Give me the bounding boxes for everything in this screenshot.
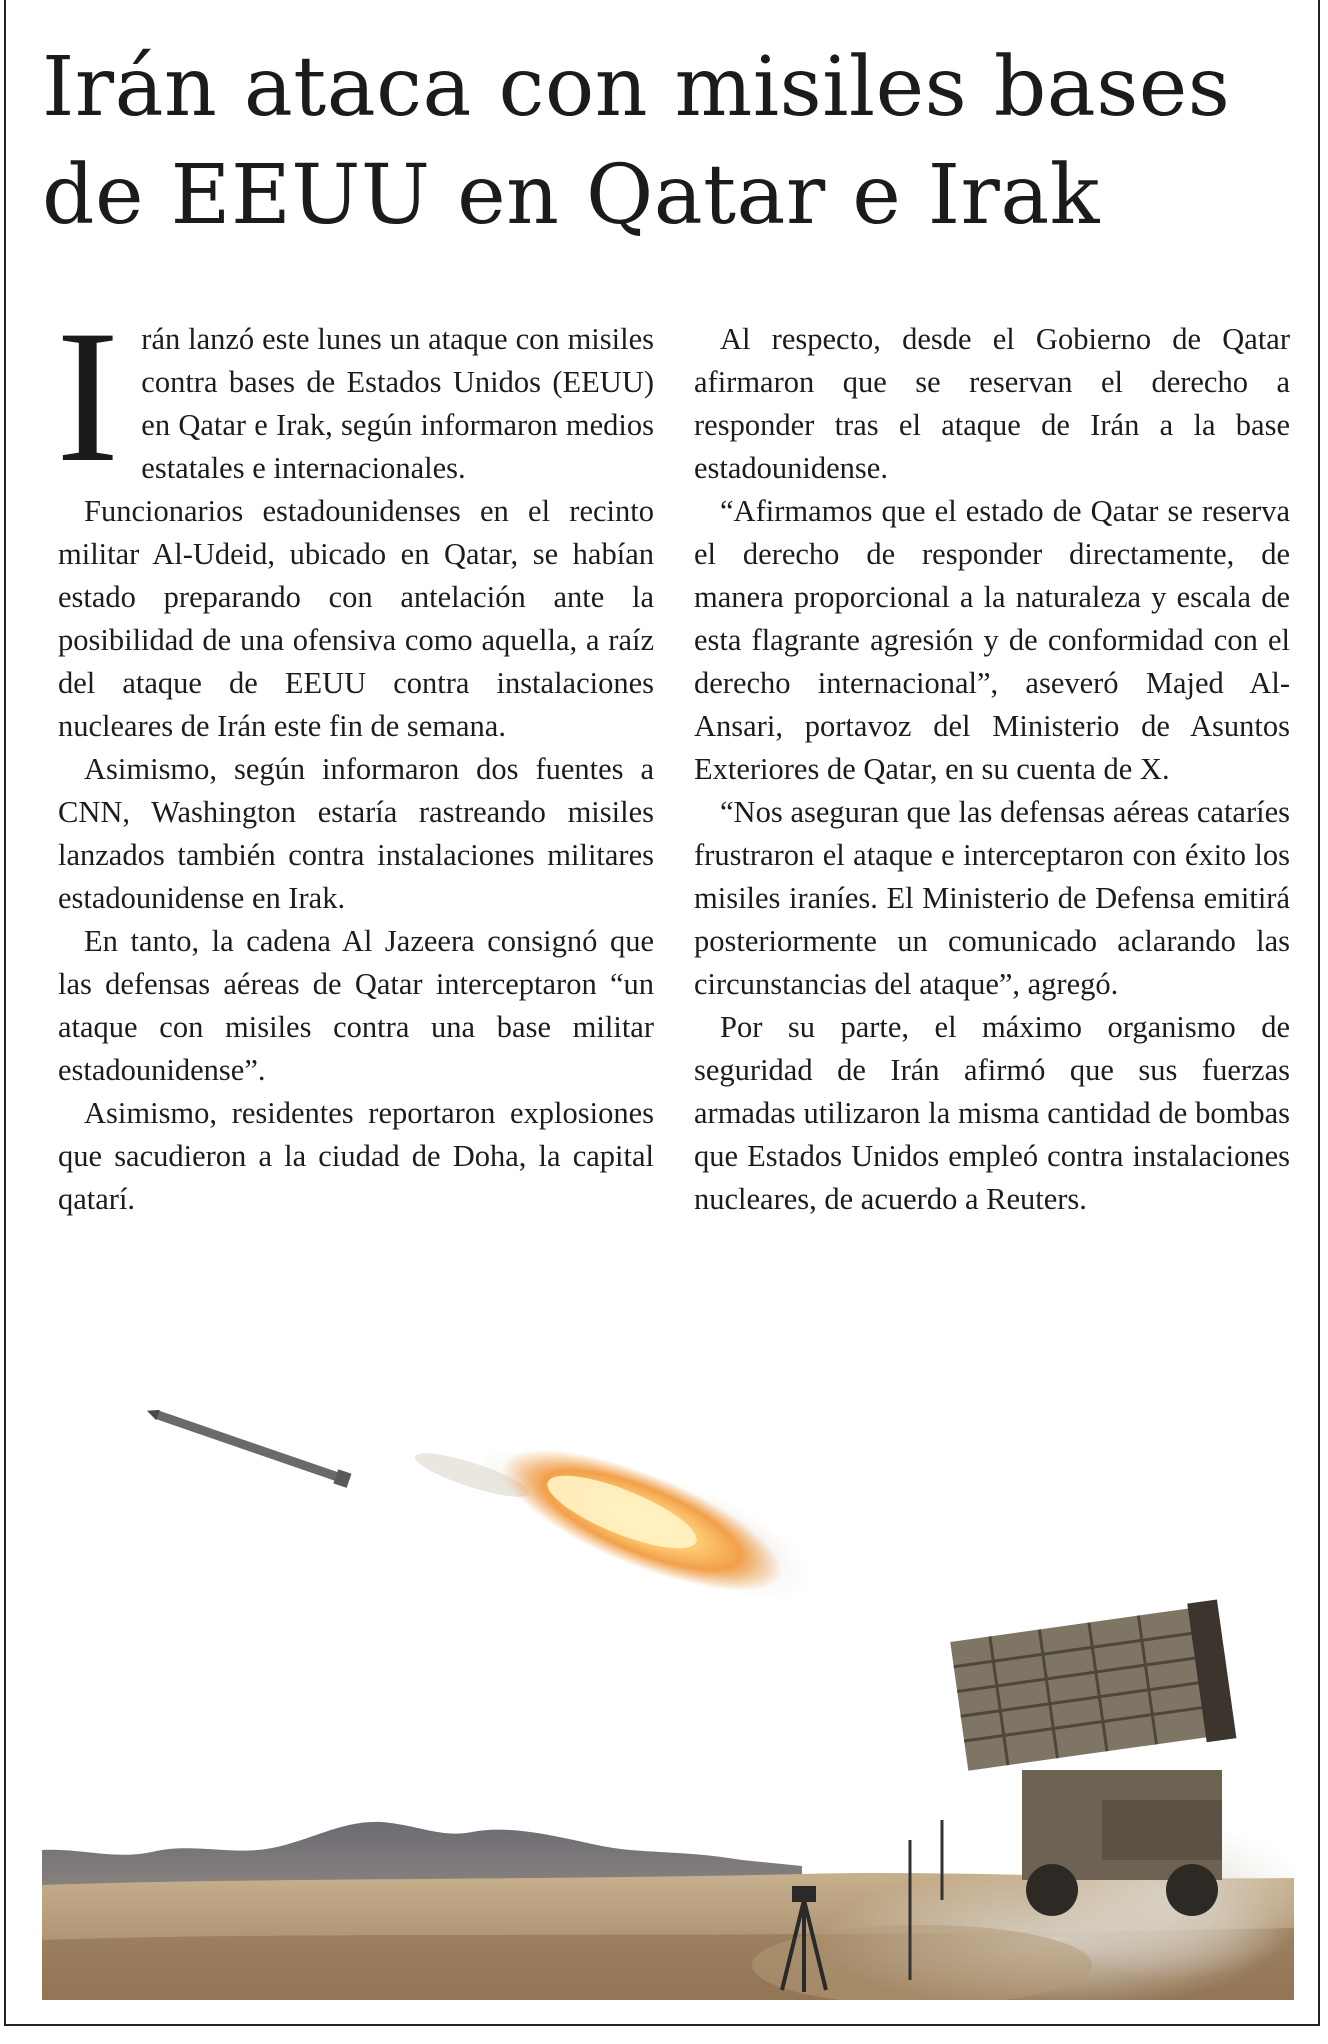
paragraph-9: Por su parte, el máximo organismo de seguridad de Irán afirmó que sus fuerzas armadas utilizaron la misma cantidad de bombas que Estados Unidos empleó contra instalaciones nucleares, de acuerdo a Reuters.	[694, 1010, 1290, 1216]
paragraph-2: Funcionarios estadounidenses en el recinto militar Al-Udeid, ubicado en Qatar, se habían estado preparando con antelación ante la posibilidad de una ofensiva como aquella, a raíz del ataque de EEUU contra instalaciones nucleares de Irán este fin de semana.	[58, 494, 654, 743]
rocket-launch-photo	[42, 1380, 1294, 2000]
headline: Irán ataca con misiles bases de EEUU en Qatar e Irak	[42, 40, 1231, 243]
paragraph-4: En tanto, la cadena Al Jazeera consignó que las defensas aéreas de Qatar interceptaron “un ataque con misiles contra una base militar estadounidense”.	[58, 924, 654, 1087]
left-column	[56, 292, 654, 1221]
paragraph-8: “Nos aseguran que las defensas aéreas cataríes frustraron el ataque e interceptaron con éxito los misiles iraníes. El Ministerio de Defensa emitirá posteriormente un comunicado aclarando las circunstancias del ataque”, agregó.	[694, 795, 1290, 1001]
paragraph-6: Al respecto, desde el Gobierno de Qatar afirmaron que se reservan el derecho a responder tras el ataque de Irán a la base estadounidense.	[694, 322, 1290, 485]
paragraph-1	[56, 292, 654, 502]
paragraph-7: “Afirmamos que el estado de Qatar se reserva el derecho de responder directamente, de manera proporcional a la naturaleza y escala de esta flagrante agresión y de conformidad con el derecho internacional”, aseveró Majed Al-Ansari, portavoz del Ministerio de Asuntos Exteriores de Qatar, en su cuenta de X.	[694, 494, 1290, 786]
drop-cap: I	[56, 292, 120, 502]
missile	[144, 1404, 351, 1488]
paragraph-text: rán lanzó este lunes un ataque con misiles contra bases de Estados Unidos (EEUU) en Qatar e Irak, según informaron medios estatales e internacionales.	[141, 322, 654, 485]
right-column	[694, 318, 1290, 1221]
rocket-launcher	[950, 1599, 1237, 1916]
paragraph-5: Asimismo, residentes reportaron explosiones que sacudieron a la ciudad de Doha, la capital qatarí.	[58, 1096, 654, 1216]
paragraph-3: Asimismo, según informaron dos fuentes a CNN, Washington estaría rastreando misiles lanzados también contra instalaciones militares estadounidense en Irak.	[58, 752, 654, 915]
